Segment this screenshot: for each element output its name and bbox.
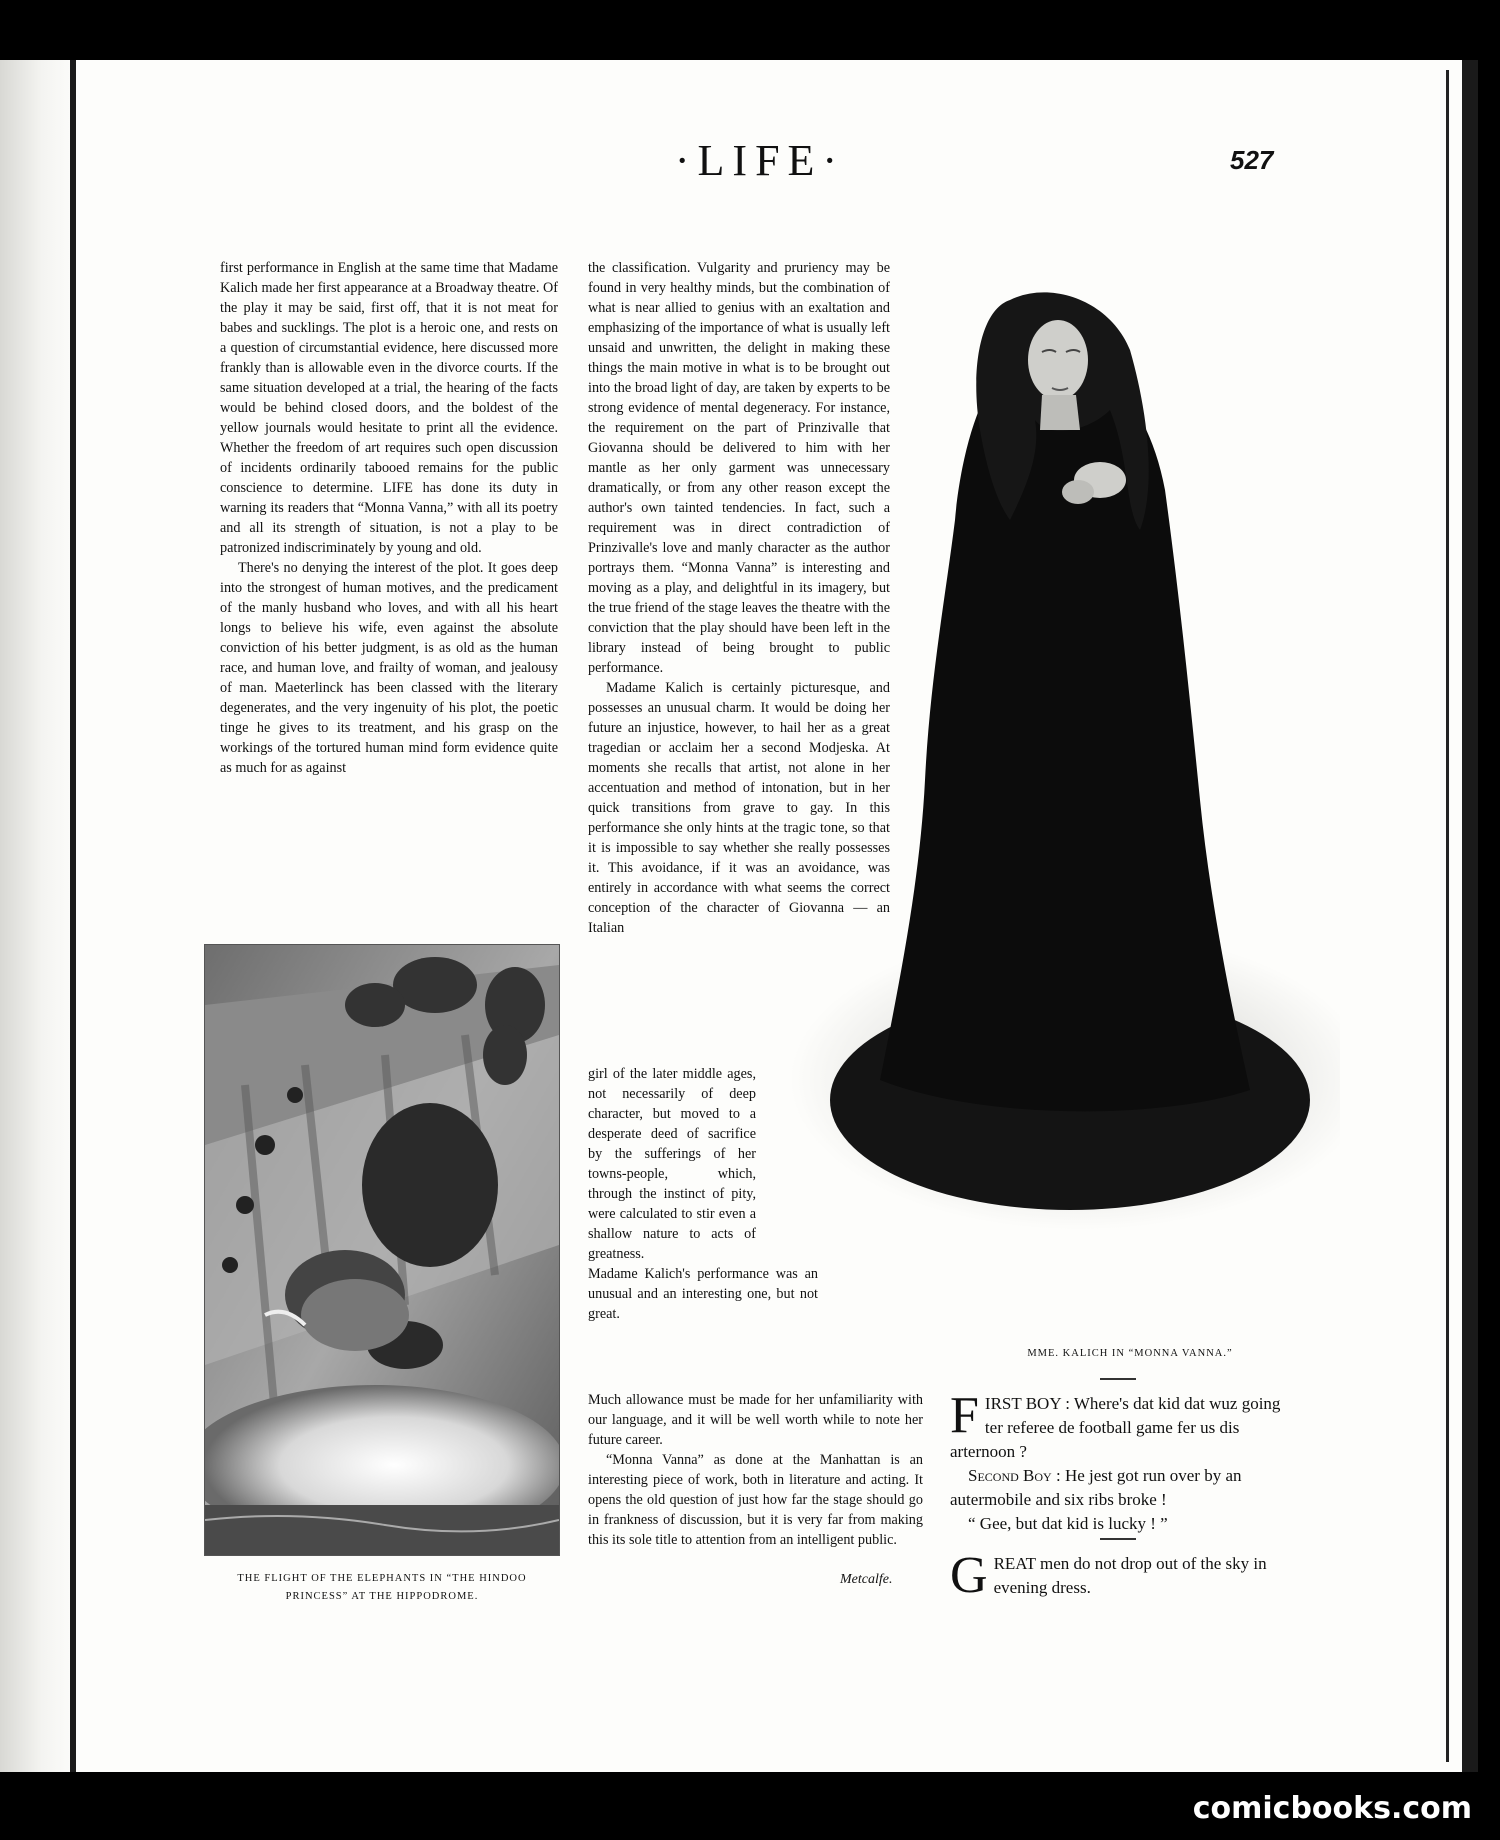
joke-line: “ Gee, but dat kid is lucky ! ” [968,1514,1168,1533]
kalich-portrait-photo [780,260,1340,1300]
article-column-2-wide [588,1390,923,1550]
joke-line [950,1547,1285,1604]
elephants-illustration-art [205,945,559,1555]
page-number: 527 [1230,145,1274,175]
article-column-1 [220,258,558,778]
article-paragraph: Much allowance must be made for her unfamiliarity with our language, and it will be well worth while to note her future career. [588,1392,923,1448]
caption-line: PRINCESS” AT THE HIPPODROME. [285,1591,479,1602]
elephants-illustration [204,944,560,1556]
binding-gutter [0,60,70,1772]
separator-rule [1100,1538,1136,1540]
kalich-caption: MME. KALICH IN “MONNA VANNA.” [1027,1348,1233,1359]
page-frame-right [1462,60,1478,1772]
elephants-caption [204,1570,560,1606]
article-paragraph: Madame Kalich's performance was an unusual and an interesting one, but not great. [588,1266,818,1322]
article-paragraph: “Monna Vanna” as done at the Manhattan is an interesting piece of work, both in literature and acting. It opens the old question of just how far the stage should go in frankness of discussion, but it is very far from making this its sole title to attention from an intelligent public. [588,1452,923,1548]
article-paragraph: first performance in English at the same time that Madame Kalich made her first appearance at a Broadway theatre. Of the play it may be said, first off, that it is not meat for babes and sucklings. The plot is a heroic one, and rests on a question of circumstantial evidence, here discussed more frankly than is allowable even in the divorce courts. If the same situation developed at a trial, the hearing of the facts would be behind closed doors, and the boldest of the yellow journals would hesitate to print all the evidence. Whether the freedom of art requires such open discussion of incidents ordinarily tabooed remains for the public conscience to determine. LIFE has done its duty in warning its readers that “Monna Vanna,” with all its poetry and all its strength of situation, is not a play to be patronized indiscriminately by young and old. [220,260,558,556]
article-paragraph: the classification. Vulgarity and pruriency may be found in very healthy minds, but the combination of what is near allied to genius with an exaltation and emphasizing of the importance of what is usually left unsaid and unwritten, the delight in making these things the main motive in what is to be brought out into the broad light of day, are taken by experts to be strong evidence of mental degeneracy. For instance, the requirement on the part of Prinzivalle that Giovanna should be delivered to him with her mantle as her only garment was unnecessary dramatically, or from any other reason except the author's own tainted tendencies. In fact, such a requirement was in direct contradiction of Prinzivalle's love and manly character as the author portrays them. “Monna Vanna” is interesting and moving as a play, and delightful in its imagery, but the true friend of the stage leaves the theatre with the conviction that the play should have been left in the library instead of being brought to public performance. [588,260,890,676]
joke-text: REAT men do not drop out of the sky in evening dress. [993,1554,1267,1597]
joke-text: He jest got run over by an autermobile and six ribs broke ! [950,1466,1242,1509]
article-paragraph: Madame Kalich is certainly picturesque, and possesses an unusual charm. It would be doing her future an injustice, however, to hail her as a great tragedian or acclaim her a second Modjeska. At moments she recalls that artist, not alone in her accentuation and method of intonation, but in her quick transitions from grave to gay. In this performance she only hints at the tragic tone, so that it is impossible to say whether she really possesses it. This avoidance, if it was an avoidance, was entirely in accordance with what seems the correct conception of the character of Giovanna — an Italian [588,680,890,936]
masthead-title: ·LIFE· [674,136,846,185]
joke-speaker: Second Boy : [968,1466,1061,1485]
joke-great-men [950,1547,1285,1604]
separator-rule [1100,1378,1136,1380]
drop-cap: G [950,1547,988,1604]
binding-line [70,60,76,1772]
drop-cap: F [950,1387,979,1444]
caption-line: THE FLIGHT OF THE ELEPHANTS IN “THE HINDOO [237,1573,527,1584]
joke-line [950,1387,1285,1464]
joke-line [950,1464,1285,1512]
article-paragraph: girl of the later middle ages, not necessarily of deep character, but moved to a desperate deed of sacrifice by the sufferings of her towns-people, which, through the instinct of pity, were calculated to stir even a shallow nature to acts of greatness. [588,1066,756,1262]
article-paragraph: There's no denying the interest of the plot. It goes deep into the strongest of human motives, and the predicament of the manly husband who loves, and with all his heart longs to believe his wife, even against the absolute conviction of his better judgment, is as old as the human race, and human love, and frailty of woman, and jealousy of man. Maeterlinck has been classed with the literary degenerates, and the very ingenuity of his plot, the poetic tinge he gives to its treatment, and his grasp on the workings of the tortured human mind form evidence quite as much for as against [220,560,558,776]
article-column-2-narrow [588,1064,818,1324]
kalich-portrait-art [780,260,1340,1300]
joke-first-boy [950,1387,1285,1536]
page-frame-inner-rule [1446,70,1449,1762]
author-signature: Metcalfe. [840,1572,893,1587]
site-watermark: comicbooks.com [1192,1791,1472,1826]
joke-text: IRST BOY : Where's dat kid dat wuz going ter referee de football game fer us dis arternoon ? [950,1394,1281,1461]
